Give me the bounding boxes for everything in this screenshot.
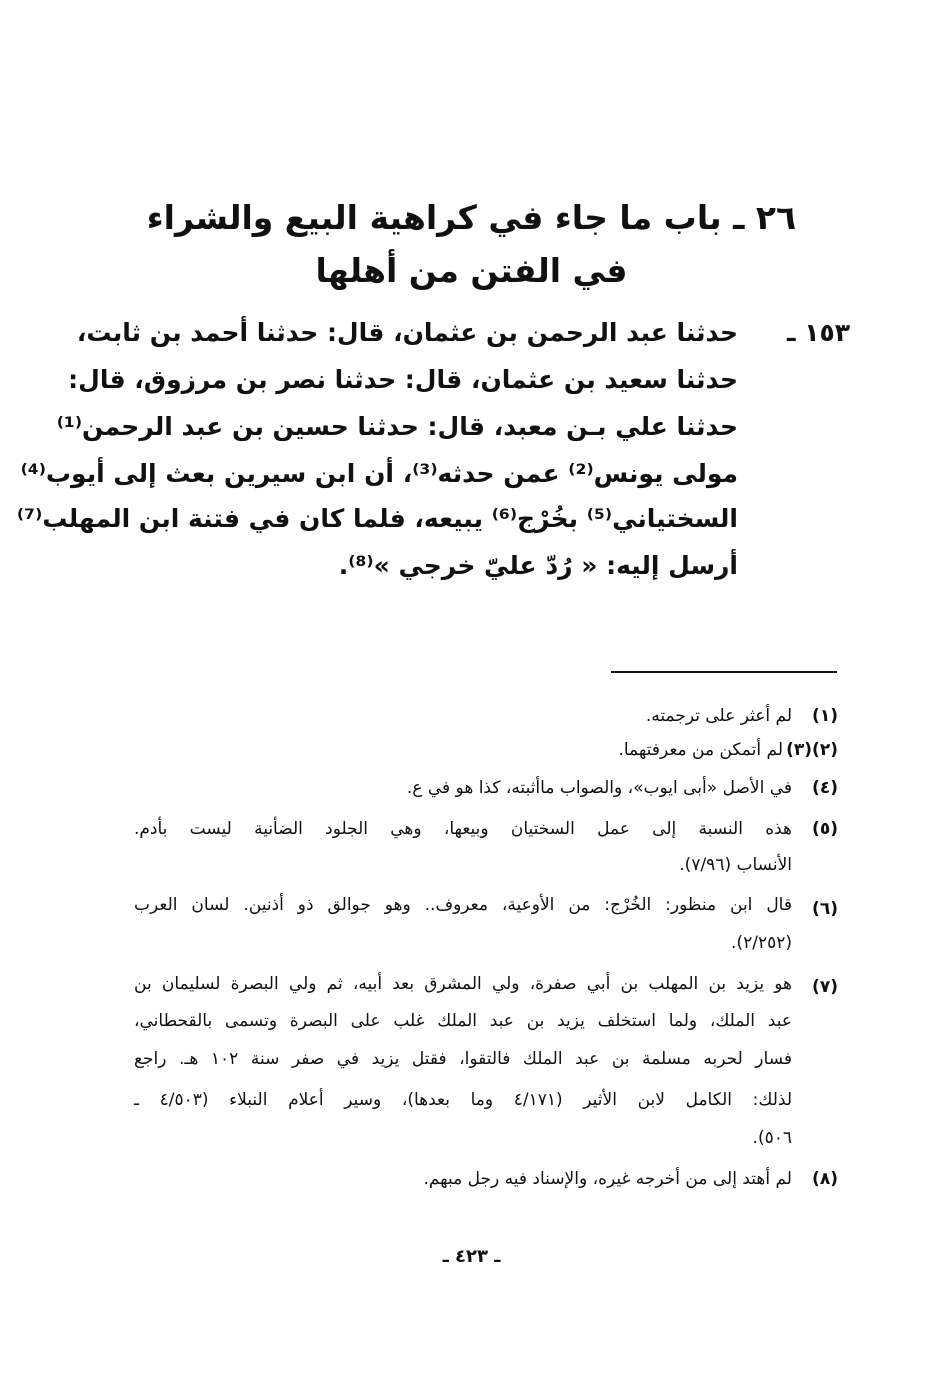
hadith-line: حدثنا عبد الرحمن بن عثمان، قال: حدثنا أحمد بن ثابت، — [76, 318, 738, 347]
footnote-number: (٧) — [812, 977, 838, 997]
footnote-number: (٢)(٣) — [786, 740, 838, 760]
footnote-number: (٦) — [812, 899, 838, 919]
footnote-number: (٥) — [812, 819, 838, 839]
footnote-text: قال ابن منظور: الخُرْج: من الأوعية، معروف.. وهو جوالق ذو أذنين. لسان العرب — [134, 895, 792, 915]
footnote-text: فسار لحربه مسلمة بن عبد الملك فالتقوا، فقتل يزيد في صفر سنة ١٠٢ هـ. راجع — [134, 1049, 792, 1069]
hadith-line: حدثنا علي بـن معبد، قال: حدثنا حسين بن عبد الرحمن⁽¹⁾ — [56, 412, 738, 441]
footnote-text: في الأصل «أبى ايوب»، والصواب ماأثبته، كذا هو في ع. — [406, 778, 792, 798]
chapter-title-line-2: في الفتن من أهلها — [315, 251, 628, 290]
chapter-title-line-1: ٢٦ ـ باب ما جاء في كراهية البيع والشراء — [146, 198, 797, 237]
footnote-text: الأنساب (٧/٩٦). — [679, 855, 792, 875]
footnote-number: (٤) — [812, 778, 838, 798]
hadith-line: السختياني⁽⁵⁾ بخُرْج⁽⁶⁾ يبيعه، فلما كان في فتنة ابن المهلب⁽⁷⁾ — [16, 504, 738, 533]
footnote-number: (٨) — [812, 1169, 838, 1189]
page-number: ـ ٤٢٣ ـ — [442, 1246, 501, 1267]
footnote-text: لم أتمكن من معرفتهما. — [618, 740, 783, 760]
footnote-text: لم أعثر على ترجمته. — [645, 706, 792, 726]
footnote-text: هذه النسبة إلى عمل السختيان وبيعها، وهي الجلود الضأنية ليست بأدم. — [134, 819, 792, 839]
footnote-text: عبد الملك، ولما استخلف يزيد بن عبد الملك غلب على البصرة وتسمى بالقحطاني، — [134, 1011, 792, 1031]
footnote-text: (٢/٢٥٢). — [731, 933, 792, 953]
hadith-line: حدثنا سعيد بن عثمان، قال: حدثنا نصر بن مرزوق، قال: — [68, 365, 738, 394]
footnote-text: لذلك: الكامل لابن الأثير (٤/١٧١ وما بعدها)، وسير أعلام النبلاء (٤/٥٠٣ ـ — [134, 1090, 792, 1110]
footnote-text: هو يزيد بن المهلب بن أبي صفرة، ولي المشرق بعد أبيه، ثم ولي البصرة لسليمان بن — [134, 974, 792, 994]
footnote-separator — [611, 671, 837, 673]
footnote-text: ٥٠٦). — [752, 1128, 792, 1148]
footnote-number: (١) — [812, 706, 838, 726]
hadith-line: مولى يونس⁽²⁾ عمن حدثه⁽³⁾، أن ابن سيرين بعث إلى أيوب⁽⁴⁾ — [20, 459, 738, 488]
footnote-text: لم أهتد إلى من أخرجه غيره، والإسناد فيه رجل مبهم. — [423, 1169, 792, 1189]
hadith-number: ١٥٣ ـ — [786, 318, 850, 347]
hadith-line: أرسل إليه: « رُدّ عليّ خرجي »⁽⁸⁾. — [338, 551, 738, 580]
